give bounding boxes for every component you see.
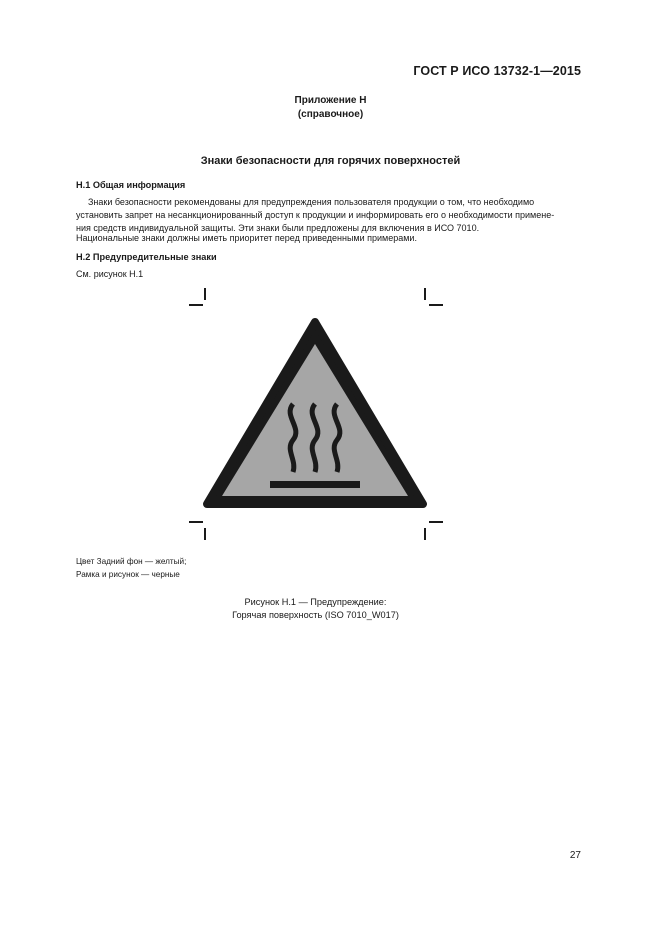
hot-surface-warning-icon [185,284,455,546]
legend-color-background: Цвет Задний фон — желтый; [76,557,187,566]
paragraph-line: ния средств индивидуальной защиты. Эти знаки были предложены для включения в ИСО 7010. [76,223,480,233]
paragraph-national-signs: Национальные знаки должны иметь приоритет перед приведенными примерами. [76,233,417,243]
caption-line: Рисунок Н.1 — Предупреждение: [244,597,387,607]
caption-line: Горячая поверхность (ISO 7010_W017) [232,610,399,620]
hot-surface-bar [270,481,360,488]
legend-color-frame: Рамка и рисунок — черные [76,570,180,579]
paragraph-general-info [76,196,584,235]
page-number: 27 [569,850,581,861]
paragraph-line: Знаки безопасности рекомендованы для предупреждения пользователя продукции о том, что необходимо [88,197,535,207]
subsection-heading-general: Н.1 Общая информация [76,180,186,190]
section-title: Знаки безопасности для горячих поверхностей [200,155,461,167]
figure-reference: См. рисунок Н.1 [76,269,144,279]
figure-legend [76,555,186,581]
standard-code: ГОСТ Р ИСО 13732-1—2015 [413,64,581,78]
annex-subtitle: (справочное) [297,109,364,120]
paragraph-line: установить запрет на несанкционированный доступ к продукции и информировать его о необходимости примене- [76,210,555,220]
annex-heading [0,94,661,122]
figure-caption [0,596,631,622]
annex-title: Приложение Н [294,95,367,106]
subsection-heading-warning-signs: Н.2 Предупредительные знаки [76,252,217,262]
